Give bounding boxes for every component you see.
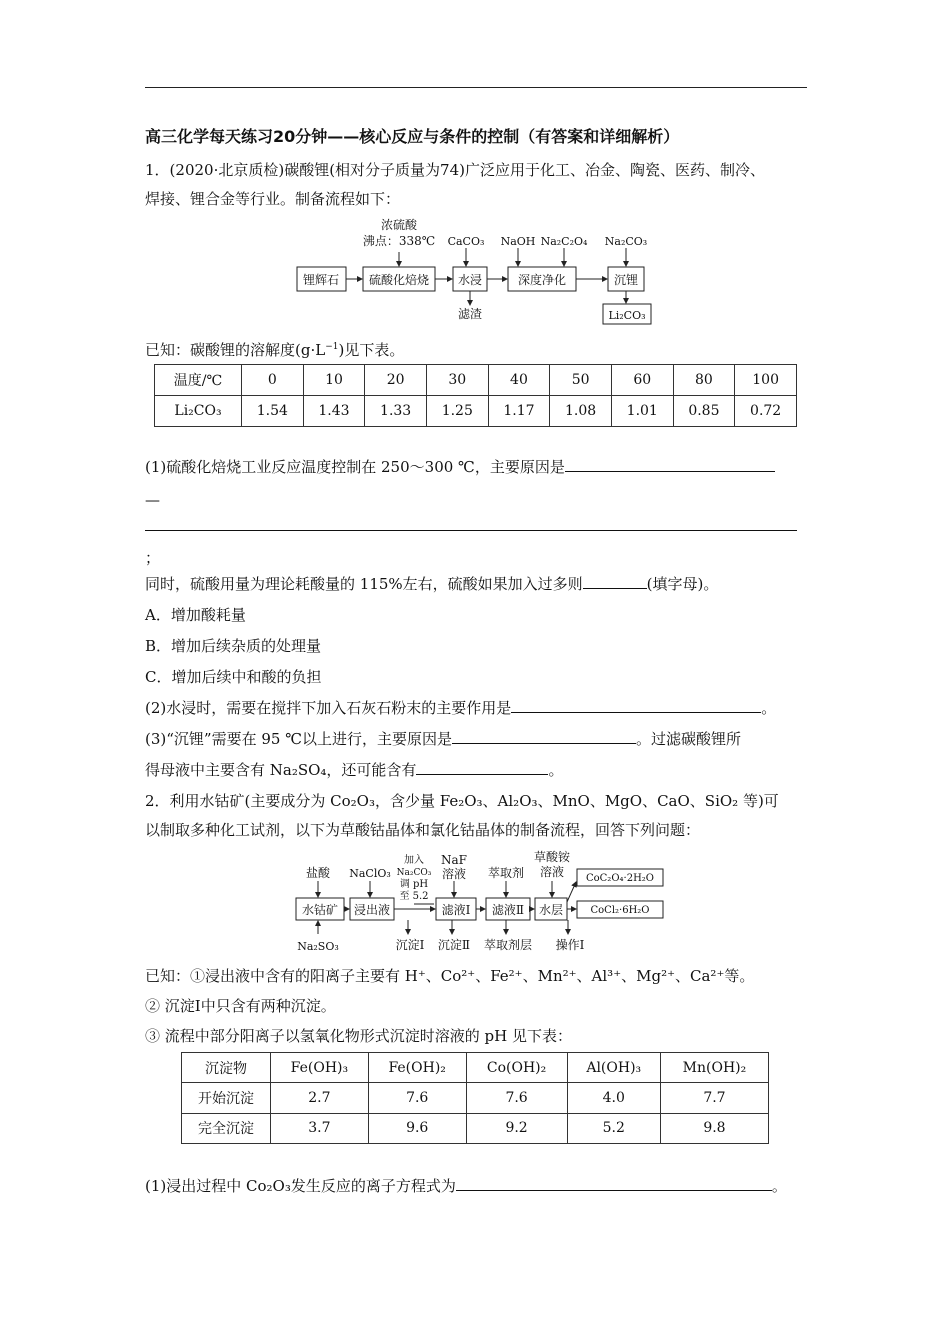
table-cell: 1.17 [488, 396, 550, 427]
answer-blank[interactable] [416, 760, 548, 775]
solubility-table [154, 364, 797, 427]
option-a: A．增加酸耗量 [145, 606, 246, 624]
answer-line[interactable] [145, 530, 797, 531]
table-cell: 60 [611, 365, 673, 396]
flow-label: CoC₂O₄·2H₂O [585, 873, 655, 884]
table-cell: 100 [735, 365, 797, 396]
table-cell: 完全沉淀 [182, 1113, 271, 1143]
flow-output: 滤渣 [457, 307, 483, 321]
flow-label: 沉锂 [613, 273, 639, 287]
table-cell: 0.85 [673, 396, 735, 427]
table-cell: 7.6 [368, 1083, 466, 1113]
flow-input: 萃取剂 [487, 866, 525, 880]
part3-text: (3)“沉锂”需要在 95 ℃以上进行，主要原因是 [145, 730, 452, 748]
table-cell: 7.7 [660, 1083, 768, 1113]
flow-input: 盐酸 [305, 866, 331, 880]
flow-label: 浸出液 [353, 903, 391, 917]
flow-label: 锂辉石 [302, 273, 340, 287]
ph-table [181, 1052, 769, 1144]
flow-bottom: 沉淀Ⅱ [437, 938, 471, 952]
flow-bottom: Na₂SO₃ [297, 940, 339, 953]
flow-label: CoCl₂·6H₂O [590, 905, 650, 916]
flow-label: 硫酸化焙烧 [368, 273, 430, 287]
part3b-text: 得母液中主要含有 Na₂SO₄，还可能含有 [145, 761, 417, 779]
table-header: Co(OH)₂ [466, 1053, 567, 1083]
part2-text: (2)水浸时，需要在搅拌下加入石灰石粉末的主要作用是 [145, 699, 512, 717]
table-cell: 20 [365, 365, 427, 396]
flow-input: 溶液 [441, 867, 467, 881]
table-cell: 2.7 [271, 1083, 369, 1113]
table-cell: 1.43 [303, 396, 365, 427]
table-header: Fe(OH)₃ [271, 1053, 369, 1083]
flow-input: 调 pH [399, 879, 429, 890]
q1-intro-line1: 1．(2020·北京质检)碳酸锂(相对分子质量为74)广泛应用于化工、冶金、陶瓷、医药、制冷、 [145, 161, 765, 179]
table-cell: 80 [673, 365, 735, 396]
q1-known [145, 337, 404, 360]
table-header: Mn(OH)₂ [660, 1053, 768, 1083]
answer-blank[interactable] [583, 574, 647, 589]
q1-part3 [145, 729, 741, 749]
table-cell: 1.08 [550, 396, 612, 427]
page-title: 高三化学每天练习20分钟——核心反应与条件的控制（有答案和详细解析） [145, 127, 680, 146]
flow-label: 水层 [538, 903, 564, 917]
flow-input: 至 5.2 [399, 891, 429, 902]
flow-input: Na₂CO₃ [604, 235, 648, 248]
option-c: C．增加后续中和酸的负担 [145, 668, 322, 686]
part1-text: (1)硫酸化焙烧工业反应温度控制在 250～300 ℃，主要原因是 [145, 458, 565, 476]
table-row-label: Li₂CO₃ [155, 396, 242, 427]
flow-input: NaF [441, 853, 467, 867]
table-cell: 0 [242, 365, 304, 396]
flow-input: 溶液 [539, 865, 565, 879]
table-cell: 1.25 [426, 396, 488, 427]
flow-label: 水钴矿 [301, 903, 339, 917]
table-cell: 9.6 [368, 1113, 466, 1143]
table-header: Al(OH)₃ [567, 1053, 660, 1083]
q2-intro-line1: 2．利用水钴矿(主要成分为 Co₂O₃，含少量 Fe₂O₃、Al₂O₃、MnO、MgO、CaO、SiO₂ 等)可 [145, 792, 779, 810]
option-b: B．增加后续杂质的处理量 [145, 637, 322, 655]
flow-bottom: 操作Ⅰ [555, 938, 585, 952]
part2-end: 。 [761, 699, 777, 717]
q1-part1-semicolon: ； [145, 549, 161, 567]
table-cell: 4.0 [567, 1083, 660, 1113]
flow-label: 深度净化 [517, 273, 567, 287]
flow-input: 加入 [404, 855, 424, 866]
q1-flow-diagram [290, 214, 670, 326]
table-header-label: 温度/℃ [155, 365, 242, 396]
q2-known2: ② 沉淀Ⅰ中只含有两种沉淀。 [145, 997, 336, 1015]
known-sup: −1 [325, 342, 339, 352]
table-cell: 1.01 [611, 396, 673, 427]
q1-part3b [145, 760, 563, 780]
q1-part1 [145, 457, 775, 477]
flow-input: NaClO₃ [349, 867, 391, 880]
table-cell: 1.54 [242, 396, 304, 427]
table-cell: 1.33 [365, 396, 427, 427]
flow-label: Li₂CO₃ [608, 309, 646, 322]
table-cell: 9.2 [466, 1113, 567, 1143]
table-header: 沉淀物 [182, 1053, 271, 1083]
flow-input: CaCO₃ [447, 235, 485, 248]
table-cell: 开始沉淀 [182, 1083, 271, 1113]
q2-part1 [145, 1176, 787, 1196]
answer-blank[interactable] [565, 457, 775, 472]
q1-part1b [145, 574, 718, 594]
part1-text: (1)浸出过程中 Co₂O₃发生反应的离子方程式为 [145, 1177, 456, 1195]
table-cell: 30 [426, 365, 488, 396]
q2-known1: 已知：①浸出液中含有的阳离子主要有 H⁺、Co²⁺、Fe²⁺、Mn²⁺、Al³⁺、Mg²⁺、Ca²⁺等。 [145, 967, 755, 985]
known-prefix: 已知：碳酸锂的溶解度(g·L [145, 341, 326, 359]
q1-intro-line2: 焊接、锂合金等行业。制备流程如下： [145, 190, 401, 208]
flow-input: NaOH [500, 235, 536, 248]
flow-label: 滤液Ⅰ [441, 903, 471, 917]
flow-input: 草酸铵 [533, 850, 571, 864]
q1-part1-dash: — [145, 491, 160, 509]
flow-label: 滤液Ⅱ [491, 903, 525, 917]
part1b-text: 同时，硫酸用量为理论耗酸量的 115%左右，硫酸如果加入过多则 [145, 575, 583, 593]
top-rule [145, 87, 807, 88]
q2-known3: ③ 流程中部分阳离子以氢氧化物形式沉淀时溶液的 pH 见下表： [145, 1027, 572, 1045]
part1-end: 。 [771, 1177, 787, 1195]
flow-input: Na₂CO₃ [396, 868, 432, 878]
answer-blank[interactable] [452, 729, 636, 744]
flow-input: 浓硫酸 [380, 218, 418, 232]
table-cell: 7.6 [466, 1083, 567, 1113]
flow-input: 沸点：338℃ [362, 234, 436, 248]
part1b-suffix: (填字母)。 [646, 575, 719, 593]
table-cell: 5.2 [567, 1113, 660, 1143]
q1-part2 [145, 698, 776, 718]
answer-blank[interactable] [511, 698, 761, 713]
table-header: Fe(OH)₂ [368, 1053, 466, 1083]
q2-flow-diagram [290, 848, 670, 958]
table-cell: 0.72 [735, 396, 797, 427]
table-cell: 40 [488, 365, 550, 396]
table-cell: 3.7 [271, 1113, 369, 1143]
flow-bottom: 沉淀Ⅰ [395, 938, 425, 952]
flow-input: Na₂C₂O₄ [540, 235, 588, 248]
table-cell: 9.8 [660, 1113, 768, 1143]
table-cell: 50 [550, 365, 612, 396]
table-cell: 10 [303, 365, 365, 396]
flow-label: 水浸 [457, 273, 483, 287]
part3b-end: 。 [548, 761, 564, 779]
part3-mid: 。过滤碳酸锂所 [636, 730, 742, 748]
known-suffix: )见下表。 [338, 341, 405, 359]
answer-blank[interactable] [456, 1176, 772, 1191]
flow-bottom: 萃取剂层 [483, 938, 533, 952]
q2-intro-line2: 以制取多种化工试剂，以下为草酸钴晶体和氯化钴晶体的制备流程，回答下列问题： [145, 821, 701, 839]
